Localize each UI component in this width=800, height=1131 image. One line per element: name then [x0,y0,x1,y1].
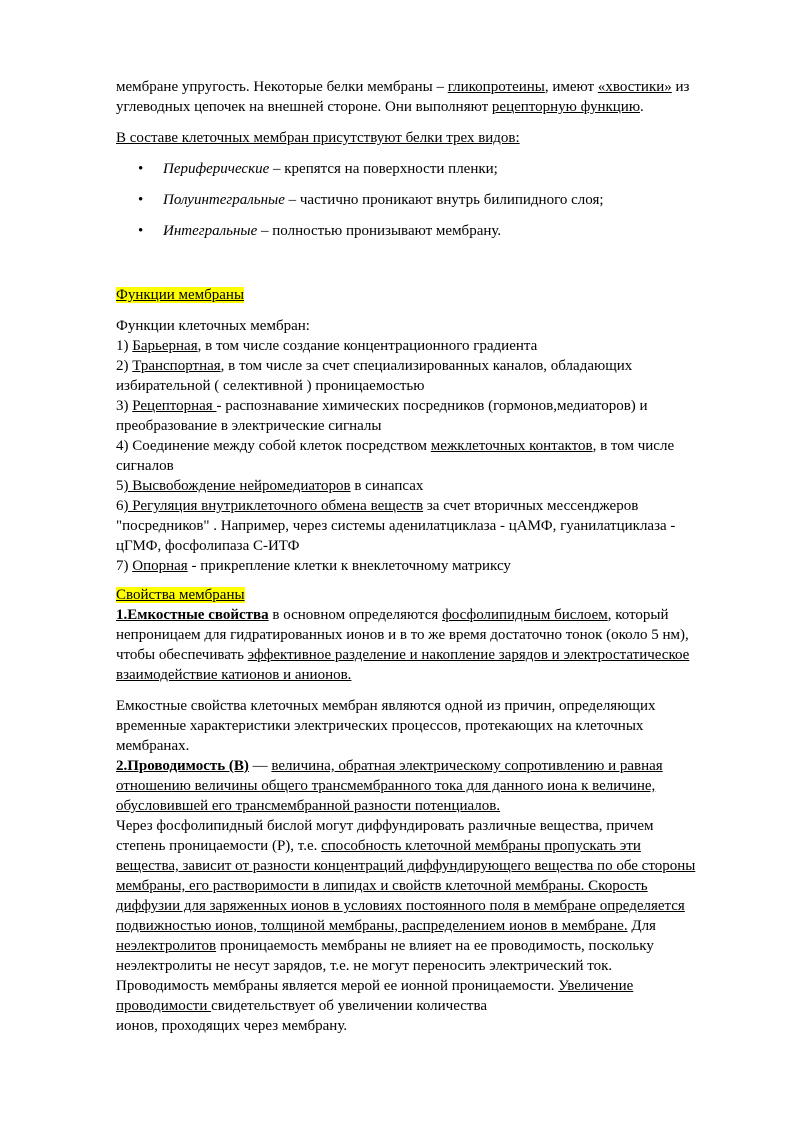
function-item: 7) Опорная - прикрепление клетки к внеклеточному матриксу [116,558,511,574]
capacitive-properties-paragraph: 1.Емкостные свойства в основном определяются фосфолипидным бислоем, который непроницаем для гидратированных ионов и в то же время достаточно тонок (около 5 нм), чтобы обеспечивать эффективное разделение и накопление зарядов и электростатическое взаимодействие катионов и анионов. [116,607,690,683]
function-item: 6) Регуляция внутриклеточного обмена веществ за счет вторичных мессенджеров [116,498,639,514]
text: углеводных цепочек на внешней стороне. Они выполняют [116,99,492,115]
list-item: • Периферические – крепятся на поверхности пленки; [138,161,498,177]
function-item: 2) Транспортная, в том числе за счет специализированных каналов, обладающих [116,358,633,374]
functions-section-title: Функции мембраны [116,287,245,303]
capacitive-term: 1.Емкостные свойства [116,607,269,623]
receptor-function-term: рецепторную функцию [491,99,641,115]
function-item: 1) Барьерная, в том числе создание концентрационного градиента [116,338,538,354]
functions-list: Функции клеточных мембран: 1) Барьерная, в том числе создание концентрационного градиента 2) Транспортная, в том числе за счет специализированных каналов, обладающих избирательной ( селективной ) проницаемостью 3) Рецепторная - распознавание химических посредников (гормонов,медиаторов) и преобразование в электрические сигналы 4) Соединение между собой клеток посредством межклеточных контактов, в том числе сигналов 5) Высвобождение нейромедиаторов в синапсах 6) Регуляция внутриклеточного обмена веществ за счет вторичных мессенджеров "посредников" . Например, через системы аденилатциклаза - цАМФ, гуанилатциклаза - цГМФ, фосфолипаза С-ИТФ 7) Опорная - прикрепление клетки к внеклеточному матриксу [116,318,676,574]
protein-kinds-list [116,159,748,252]
properties-section-title: Свойства мембраны [116,587,245,603]
conductance-term: 2.Проводимость (В) [116,758,249,774]
bullet-icon: • [138,192,144,208]
text: , имеют [544,79,598,95]
list-item: • Интегральные – полностью пронизывают мембрану. [138,223,502,239]
function-item: 5) Высвобождение нейромедиаторов в синапсах [116,478,424,494]
intro-paragraph [116,77,689,117]
glycoprotein-term: гликопротеины [447,79,545,95]
text: . [640,99,644,115]
proteins-heading: В составе клеточных мембран присутствуют белки трех видов: [116,130,520,146]
function-item: 4) Соединение между собой клеток посредством межклеточных контактов, в том числе [116,438,675,454]
function-item: 3) Рецепторная - распознавание химических посредников (гормонов,медиаторов) и [116,398,648,414]
text: мембране упругость. Некоторые белки мембраны – [116,79,448,95]
conductance-paragraph: 2.Проводимость (В) — величина, обратная электрическому сопротивлению и равная отношению величины общего трансмембранного тока для данного иона к величине, обусловившей его трансмембранной разности потенциалов. Через фосфолипидный бислой могут диффундировать различные вещества, причем степень проницаемости (Р), т.е. способность клеточной мембраны пропускать эти вещества, зависит от разности концентраций диффундирующего вещества по обе стороны мембраны, его растворимости в липидах и свойств клеточной мембраны. Скорость диффузии для заряженных ионов в условиях постоянного поля в мембране определяется подвижностью ионов, толщиной мембраны, распределением ионов в мембране. Для неэлектролитов проницаемость мембраны не влияет на ее проводимость, поскольку неэлектролиты не несут зарядов, т.е. не могут переносить электрический ток. Проводимость мембраны является мерой ее ионной проницаемости. Увеличение проводимости свидетельствует об увеличении количества ионов, проходящих через мембрану. [116,758,696,1034]
functions-intro: Функции клеточных мембран: [116,318,310,334]
list-item: • Полуинтегральные – частично проникают внутрь билипидного слоя; [138,192,604,208]
bullet-icon: • [138,161,144,177]
bullet-icon: • [138,223,144,239]
capacitive-note-paragraph: Емкостные свойства клеточных мембран являются одной из причин, определяющих временные характеристики электрических процессов, протекающих на клеточных мембранах. [116,698,656,754]
text: из [671,79,690,95]
tails-term: «хвостики» [597,79,672,95]
